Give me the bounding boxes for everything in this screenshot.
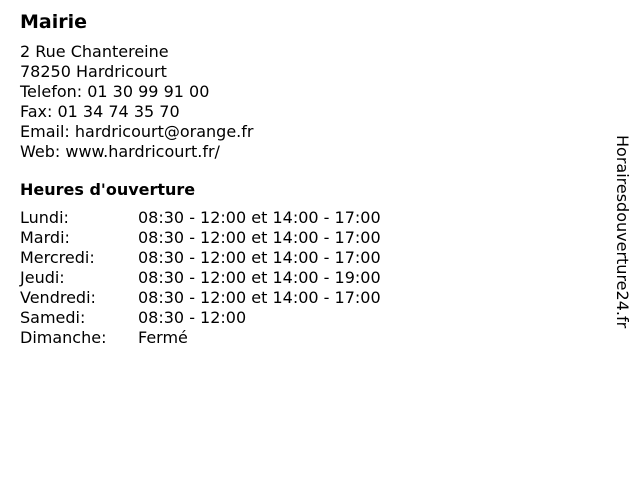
time-range: 08:30 - 12:00 (138, 308, 247, 327)
time-range: 08:30 - 12:00 et 14:00 - 17:00 (138, 288, 381, 307)
day-label: Jeudi: (20, 268, 65, 287)
hours-row-saturday (20, 308, 600, 328)
time-range: 08:30 - 12:00 et 14:00 - 17:00 (138, 248, 381, 267)
day-label: Dimanche: (20, 328, 107, 347)
time-range: 08:30 - 12:00 et 14:00 - 17:00 (138, 208, 381, 227)
email-address: Email: hardricourt@orange.fr (20, 122, 254, 141)
phone-number: Telefon: 01 30 99 91 00 (20, 82, 210, 101)
hours-row-monday (20, 208, 600, 228)
watermark-text: Horairesdouverture24.fr (613, 135, 632, 329)
day-label: Lundi: (20, 208, 69, 227)
watermark (612, 135, 632, 371)
website-url: Web: www.hardricourt.fr/ (20, 142, 220, 161)
address-block (20, 42, 600, 162)
day-label: Mardi: (20, 228, 70, 247)
street-address: 2 Rue Chantereine (20, 42, 169, 61)
opening-hours-heading: Heures d'ouverture (20, 180, 196, 199)
postal-city: 78250 Hardricourt (20, 62, 167, 81)
time-range: Fermé (138, 328, 188, 347)
hours-row-thursday (20, 268, 600, 288)
opening-hours-table (20, 208, 600, 348)
fax-number: Fax: 01 34 74 35 70 (20, 102, 180, 121)
hours-row-friday (20, 288, 600, 308)
business-title: Mairie (20, 11, 88, 33)
hours-row-sunday (20, 328, 600, 348)
day-label: Vendredi: (20, 288, 96, 307)
business-card (20, 10, 600, 348)
hours-row-wednesday (20, 248, 600, 268)
day-label: Mercredi: (20, 248, 95, 267)
hours-row-tuesday (20, 228, 600, 248)
time-range: 08:30 - 12:00 et 14:00 - 19:00 (138, 268, 381, 287)
day-label: Samedi: (20, 308, 86, 327)
time-range: 08:30 - 12:00 et 14:00 - 17:00 (138, 228, 381, 247)
